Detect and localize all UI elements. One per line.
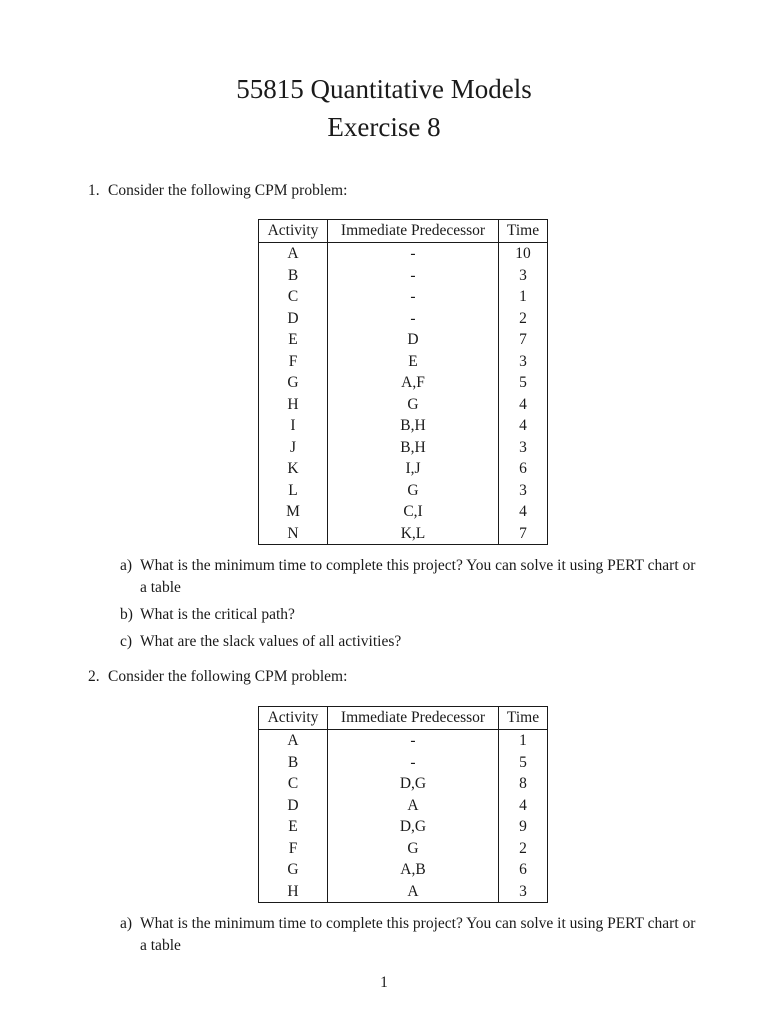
cell-predecessor: K,L <box>328 523 499 545</box>
cell-predecessor: - <box>328 308 499 330</box>
cell-time: 3 <box>519 352 527 370</box>
table-row <box>259 838 548 860</box>
cell-activity: G <box>259 859 328 881</box>
cell-activity: K <box>259 458 328 480</box>
cell-activity: A <box>259 730 328 752</box>
cell-activity: A <box>259 243 328 265</box>
cell-predecessor: B,H <box>328 415 499 437</box>
cell-predecessor: - <box>328 243 499 265</box>
table-row <box>259 372 548 394</box>
table-row <box>259 437 548 459</box>
question-1c <box>120 631 702 653</box>
cell-activity: D <box>259 308 328 330</box>
table-header-row <box>259 707 548 730</box>
cell-predecessor: A <box>328 881 499 903</box>
cell-predecessor: D,G <box>328 773 499 795</box>
cell-activity: D <box>259 795 328 817</box>
cell-predecessor: G <box>328 394 499 416</box>
column-header-activity: Activity <box>259 707 328 730</box>
cell-time: 10 <box>515 245 531 262</box>
cell-activity: J <box>259 437 328 459</box>
cell-activity: N <box>259 523 328 545</box>
page-number: 1 <box>380 974 388 991</box>
table-row <box>259 351 548 373</box>
question-text: What is the critical path? <box>140 606 295 623</box>
cell-predecessor: G <box>328 838 499 860</box>
question-label: a) <box>120 557 133 574</box>
cell-time: 3 <box>519 481 527 499</box>
cell-time: 4 <box>519 796 527 814</box>
question-2a <box>120 913 702 957</box>
cell-activity: L <box>259 480 328 502</box>
column-header-predecessor: Immediate Predecessor <box>328 707 499 730</box>
cell-time: 5 <box>519 374 527 391</box>
cell-predecessor: E <box>328 351 499 373</box>
cell-activity: C <box>259 773 328 795</box>
cell-predecessor: I,J <box>328 458 499 480</box>
problem-1-intro <box>88 181 347 201</box>
table-row <box>259 480 548 502</box>
cell-time: 4 <box>519 395 527 413</box>
cell-time: 4 <box>519 417 527 434</box>
cell-time: 4 <box>519 503 527 520</box>
table-row <box>259 752 548 774</box>
column-header-predecessor: Immediate Predecessor <box>328 220 499 243</box>
table-row <box>259 329 548 351</box>
table-row <box>259 773 548 795</box>
document-subtitle: Exercise 8 <box>327 112 441 142</box>
table-row <box>259 730 548 752</box>
cell-activity: C <box>259 286 328 308</box>
table-header-row <box>259 220 548 243</box>
cell-activity: G <box>259 372 328 394</box>
table-row <box>259 458 548 480</box>
cell-predecessor: B,H <box>328 437 499 459</box>
column-header-activity: Activity <box>259 220 328 243</box>
cell-time: 3 <box>519 438 527 456</box>
cell-predecessor: D <box>328 329 499 351</box>
cell-predecessor: A,B <box>328 859 499 881</box>
cell-time: 1 <box>519 732 527 749</box>
cell-time: 7 <box>519 331 527 348</box>
cell-activity: F <box>259 838 328 860</box>
table-row <box>259 881 548 903</box>
cell-predecessor: A <box>328 795 499 817</box>
table-row <box>259 816 548 838</box>
table-row <box>259 394 548 416</box>
cell-time: 9 <box>519 818 527 835</box>
cell-time: 5 <box>519 753 527 771</box>
question-text: What are the slack values of all activities? <box>140 633 402 650</box>
table-row <box>259 859 548 881</box>
question-label: b) <box>120 606 133 623</box>
cell-time: 6 <box>519 460 527 477</box>
cell-activity: B <box>259 752 328 774</box>
problem-1-number: 1. <box>88 182 100 199</box>
cell-time: 2 <box>519 309 527 327</box>
question-label: a) <box>120 915 133 932</box>
cell-activity: H <box>259 881 328 903</box>
cell-time: 7 <box>519 524 527 542</box>
problem-2-number: 2. <box>88 668 100 685</box>
cell-predecessor: A,F <box>328 372 499 394</box>
question-1a <box>120 555 702 599</box>
cell-activity: H <box>259 394 328 416</box>
cell-activity: B <box>259 265 328 287</box>
question-1b <box>120 604 702 626</box>
cell-time: 1 <box>519 288 527 305</box>
cell-activity: I <box>259 415 328 437</box>
cpm-table-1 <box>258 219 548 545</box>
cell-activity: E <box>259 816 328 838</box>
problem-2-intro-text: Consider the following CPM problem: <box>108 668 348 685</box>
question-label: c) <box>120 633 133 650</box>
table-row <box>259 523 548 545</box>
cell-predecessor: - <box>328 286 499 308</box>
cell-time: 6 <box>519 861 527 878</box>
cell-predecessor: D,G <box>328 816 499 838</box>
cell-predecessor: C,I <box>328 501 499 523</box>
table-row <box>259 265 548 287</box>
cell-time: 3 <box>519 266 527 284</box>
cell-predecessor: - <box>328 752 499 774</box>
cell-activity: E <box>259 329 328 351</box>
cell-time: 2 <box>519 839 527 857</box>
table-row <box>259 795 548 817</box>
table-row <box>259 501 548 523</box>
question-text: What is the minimum time to complete this project? You can solve it using PERT chart or a table <box>140 557 696 596</box>
cell-predecessor: G <box>328 480 499 502</box>
cpm-table-2 <box>258 706 548 903</box>
question-text: What is the minimum time to complete this project? You can solve it using PERT chart or a table <box>140 915 696 954</box>
problem-1-intro-text: Consider the following CPM problem: <box>108 182 348 199</box>
cell-activity: F <box>259 351 328 373</box>
table-row <box>259 286 548 308</box>
cell-predecessor: - <box>328 730 499 752</box>
table-row <box>259 308 548 330</box>
table-row <box>259 415 548 437</box>
cell-predecessor: - <box>328 265 499 287</box>
document-title: 55815 Quantitative Models <box>236 74 532 104</box>
cell-activity: M <box>259 501 328 523</box>
problem-2-intro <box>88 667 347 687</box>
column-header-time: Time <box>499 220 548 243</box>
cell-time: 8 <box>519 775 527 792</box>
cell-time: 3 <box>519 882 527 900</box>
table-row <box>259 243 548 265</box>
column-header-time: Time <box>499 707 548 730</box>
